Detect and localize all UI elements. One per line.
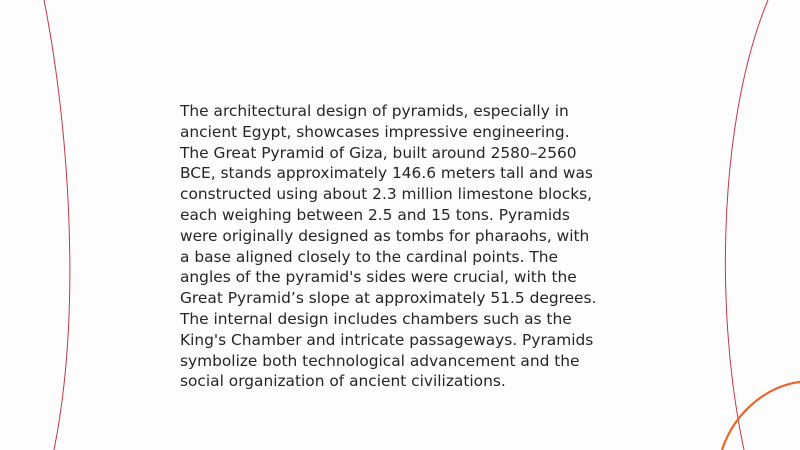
- left-curve: [44, 0, 70, 450]
- right-curve: [725, 0, 768, 450]
- body-text: The architectural design of pyramids, especially in ancient Egypt, showcases impressive engineering. The Great Pyramid of Giza, built around 2580–2560 BCE, stands approximately 146.6 meters tall and was constructed using about 2.3 million limestone blocks, each weighing between 2.5 and 15 tons. Pyramids were originally designed as tombs for pharaohs, with a base aligned closely to the cardinal points. The angles of the pyramid's sides were crucial, with the Great Pyramid’s slope at approximately 51.5 degrees. The internal design includes chambers such as the King's Chamber and intricate passageways. Pyramids symbolize both technological advancement and the social organization of ancient civilizations.: [180, 102, 597, 391]
